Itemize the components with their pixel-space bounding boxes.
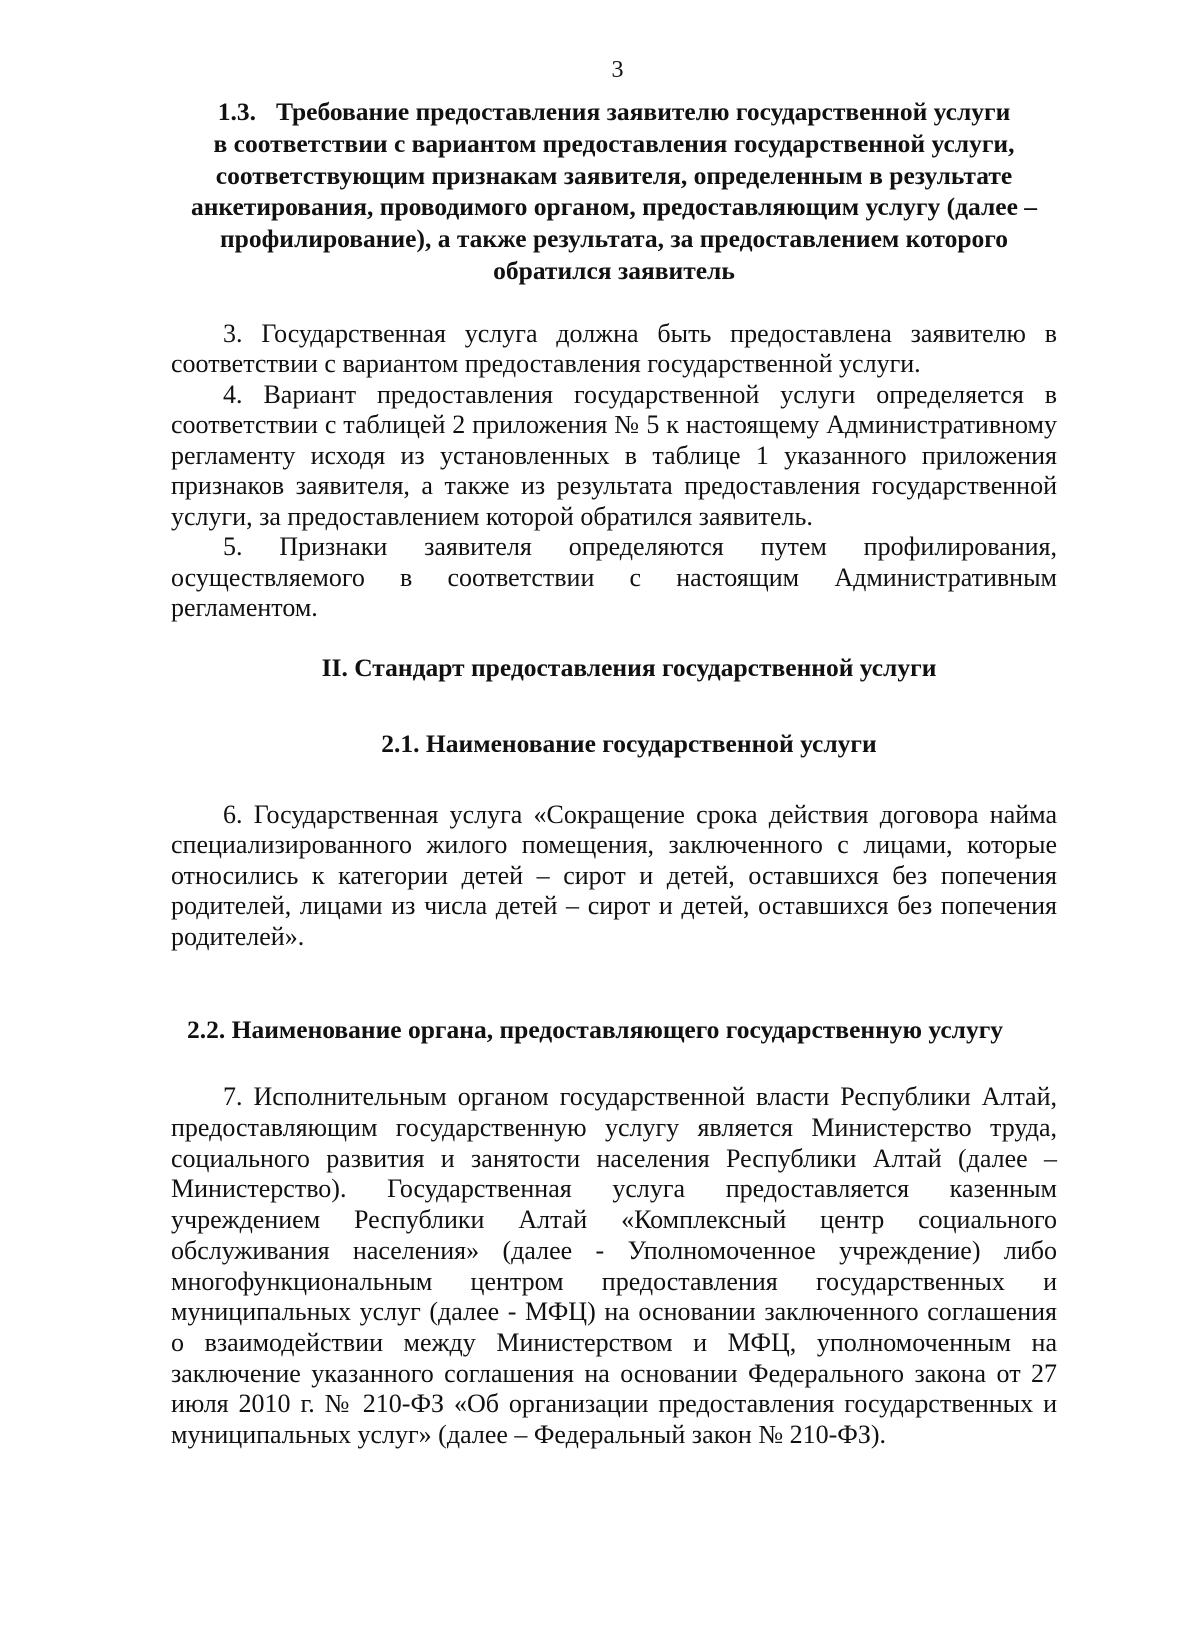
heading-line-text: Требование предоставления заявителю государственной услуги	[275, 97, 1011, 126]
paragraph-5: 5. Признаки заявителя определяются путем профилирования, осуществляемого в соответствии с настоящим Административным регламентом.	[171, 532, 1057, 623]
section-II-heading: II. Стандарт предоставления государственной услуги	[321, 652, 937, 682]
heading-line: анкетирования, проводимого органом, предоставляющим услугу (далее –	[190, 192, 1038, 222]
heading-line: профилирование), а также результата, за предоставлением которого	[219, 224, 1008, 254]
paragraph-6: 6. Государственная услуга «Сокращение срока действия договора найма специализированного жилого помещения, заключенного с лицами, которые относились к категории детей – сирот и детей, оставшихся без попечения родителей, лицами из числа детей – сирот и детей, оставшихся без попечения родителей».	[171, 799, 1057, 951]
section-2-2-heading: 2.2. Наименование органа, предоставляющего государственную услугу	[187, 1015, 1004, 1045]
heading-line: обратился заявитель	[493, 255, 735, 285]
paragraph-3: 3. Государственная услуга должна быть предоставлена заявителю в соответствии с вариантом предоставления государственной услуги.	[171, 318, 1057, 379]
section-number: 1.3.	[217, 97, 256, 126]
section-2-1-heading: 2.1. Наименование государственной услуги	[381, 728, 877, 758]
page-content	[171, 96, 1057, 1451]
section-1-3-heading	[171, 96, 1057, 287]
heading-line	[171, 96, 1057, 128]
paragraph-7: 7. Исполнительным органом государственной власти Республики Алтай, предоставляющим государственную услугу является Министерство труда, социального развития и занятости населения Республики Алтай (далее – Министерство). Государственная услуга предоставляется казенным учреждением Республики Алтай «Комплексный центр социального обслуживания населения» (далее - Уполномоченное учреждение) либо многофункциональным центром предоставления государственных и муниципальных услуг (далее - МФЦ) на основании заключенного соглашения о взаимодействии между Министерством и МФЦ, уполномоченным на заключение указанного соглашения на основании Федерального закона от 27 июля 2010 г. № 210-ФЗ «Об организации предоставления государственных и муниципальных услуг» (далее – Федеральный закон № 210-ФЗ).	[171, 1082, 1057, 1450]
page-number: 3	[611, 57, 624, 83]
heading-line: в соответствии с вариантом предоставления государственной услуги,	[213, 128, 1015, 158]
heading-line: соответствующим признакам заявителя, определенным в результате	[215, 160, 1013, 190]
paragraph-4: 4. Вариант предоставления государственной услуги определяется в соответствии с таблицей 2 приложения № 5 к настоящему Административному регламенту исходя из установленных в таблице 1 указанного приложения признаков заявителя, а также из результата предоставления государственной услуги, за предоставлением которой обратился заявитель.	[171, 379, 1057, 531]
